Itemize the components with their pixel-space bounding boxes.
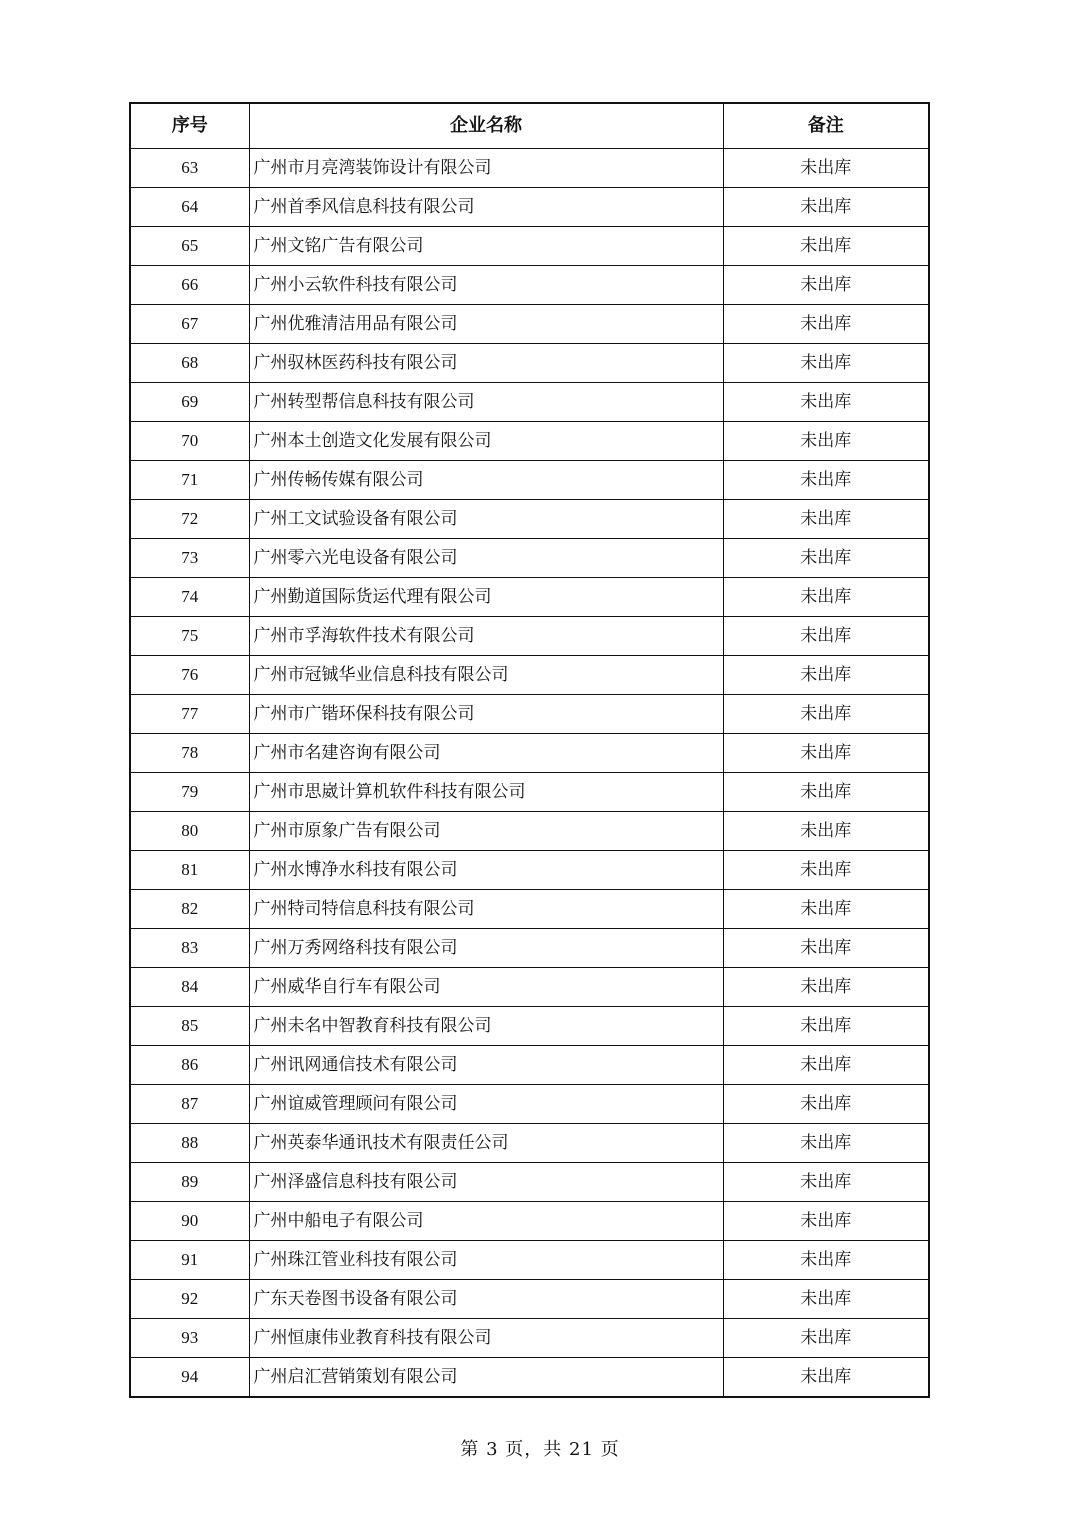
row-note: 未出库 — [723, 968, 929, 1007]
row-seq: 83 — [130, 929, 249, 968]
row-company-name: 广州英泰华通讯技术有限责任公司 — [249, 1124, 723, 1163]
row-company-name: 广州驭林医药科技有限公司 — [249, 344, 723, 383]
table-row — [130, 539, 929, 578]
row-seq: 77 — [130, 695, 249, 734]
table-row — [130, 1202, 929, 1241]
row-seq: 92 — [130, 1280, 249, 1319]
table-row — [130, 1046, 929, 1085]
row-seq: 80 — [130, 812, 249, 851]
row-note: 未出库 — [723, 1163, 929, 1202]
row-note: 未出库 — [723, 773, 929, 812]
table-row — [130, 500, 929, 539]
table-row — [130, 1319, 929, 1358]
row-company-name: 广东天卷图书设备有限公司 — [249, 1280, 723, 1319]
row-seq: 67 — [130, 305, 249, 344]
row-note: 未出库 — [723, 188, 929, 227]
header-company-name: 企业名称 — [249, 103, 723, 149]
row-seq: 87 — [130, 1085, 249, 1124]
header-seq: 序号 — [130, 103, 249, 149]
table-row — [130, 344, 929, 383]
table-row — [130, 461, 929, 500]
row-seq: 74 — [130, 578, 249, 617]
row-seq: 82 — [130, 890, 249, 929]
table-row — [130, 1358, 929, 1398]
row-note: 未出库 — [723, 1358, 929, 1398]
row-company-name: 广州市冠铖华业信息科技有限公司 — [249, 656, 723, 695]
table-row — [130, 1124, 929, 1163]
row-note: 未出库 — [723, 383, 929, 422]
row-company-name: 广州水博净水科技有限公司 — [249, 851, 723, 890]
table-row — [130, 968, 929, 1007]
row-seq: 90 — [130, 1202, 249, 1241]
row-company-name: 广州勤道国际货运代理有限公司 — [249, 578, 723, 617]
row-seq: 65 — [130, 227, 249, 266]
row-seq: 88 — [130, 1124, 249, 1163]
row-company-name: 广州优雅清洁用品有限公司 — [249, 305, 723, 344]
header-row — [130, 103, 929, 149]
row-note: 未出库 — [723, 1280, 929, 1319]
table-row — [130, 578, 929, 617]
row-company-name: 广州市思崴计算机软件科技有限公司 — [249, 773, 723, 812]
row-company-name: 广州转型帮信息科技有限公司 — [249, 383, 723, 422]
row-seq: 81 — [130, 851, 249, 890]
table-row — [130, 227, 929, 266]
row-note: 未出库 — [723, 500, 929, 539]
row-note: 未出库 — [723, 422, 929, 461]
row-seq: 79 — [130, 773, 249, 812]
row-seq: 86 — [130, 1046, 249, 1085]
row-company-name: 广州零六光电设备有限公司 — [249, 539, 723, 578]
row-company-name: 广州万秀网络科技有限公司 — [249, 929, 723, 968]
row-note: 未出库 — [723, 1085, 929, 1124]
row-company-name: 广州讯网通信技术有限公司 — [249, 1046, 723, 1085]
table-row — [130, 929, 929, 968]
table-row — [130, 812, 929, 851]
row-seq: 64 — [130, 188, 249, 227]
row-note: 未出库 — [723, 1124, 929, 1163]
row-seq: 93 — [130, 1319, 249, 1358]
row-note: 未出库 — [723, 1319, 929, 1358]
row-seq: 70 — [130, 422, 249, 461]
row-seq: 78 — [130, 734, 249, 773]
row-note: 未出库 — [723, 344, 929, 383]
row-note: 未出库 — [723, 929, 929, 968]
row-company-name: 广州谊威管理顾问有限公司 — [249, 1085, 723, 1124]
page-number-footer: 第 3 页，共 21 页 — [460, 1439, 620, 1460]
row-seq: 84 — [130, 968, 249, 1007]
row-company-name: 广州威华自行车有限公司 — [249, 968, 723, 1007]
table-row — [130, 383, 929, 422]
company-table — [129, 102, 930, 1398]
table-row — [130, 890, 929, 929]
row-seq: 68 — [130, 344, 249, 383]
row-note: 未出库 — [723, 812, 929, 851]
row-seq: 63 — [130, 149, 249, 188]
row-company-name: 广州小云软件科技有限公司 — [249, 266, 723, 305]
table-row — [130, 773, 929, 812]
row-note: 未出库 — [723, 1241, 929, 1280]
row-note: 未出库 — [723, 539, 929, 578]
table-row — [130, 188, 929, 227]
row-seq: 72 — [130, 500, 249, 539]
table-row — [130, 1007, 929, 1046]
table-row — [130, 149, 929, 188]
row-company-name: 广州珠江管业科技有限公司 — [249, 1241, 723, 1280]
table-row — [130, 1085, 929, 1124]
row-company-name: 广州本土创造文化发展有限公司 — [249, 422, 723, 461]
row-note: 未出库 — [723, 266, 929, 305]
table-row — [130, 851, 929, 890]
row-seq: 69 — [130, 383, 249, 422]
row-company-name: 广州特司特信息科技有限公司 — [249, 890, 723, 929]
row-note: 未出库 — [723, 851, 929, 890]
row-seq: 91 — [130, 1241, 249, 1280]
row-note: 未出库 — [723, 695, 929, 734]
table-row — [130, 695, 929, 734]
table-row — [130, 617, 929, 656]
row-note: 未出库 — [723, 617, 929, 656]
row-company-name: 广州市孚海软件技术有限公司 — [249, 617, 723, 656]
table-row — [130, 422, 929, 461]
row-company-name: 广州未名中智教育科技有限公司 — [249, 1007, 723, 1046]
table-row — [130, 305, 929, 344]
row-note: 未出库 — [723, 149, 929, 188]
row-note: 未出库 — [723, 1046, 929, 1085]
row-company-name: 广州传畅传媒有限公司 — [249, 461, 723, 500]
row-seq: 75 — [130, 617, 249, 656]
row-seq: 66 — [130, 266, 249, 305]
row-note: 未出库 — [723, 461, 929, 500]
row-seq: 71 — [130, 461, 249, 500]
row-note: 未出库 — [723, 656, 929, 695]
row-seq: 94 — [130, 1358, 249, 1398]
row-note: 未出库 — [723, 890, 929, 929]
row-company-name: 广州工文试验设备有限公司 — [249, 500, 723, 539]
row-company-name: 广州泽盛信息科技有限公司 — [249, 1163, 723, 1202]
table-header — [130, 103, 929, 149]
row-company-name: 广州市名建咨询有限公司 — [249, 734, 723, 773]
row-note: 未出库 — [723, 734, 929, 773]
row-note: 未出库 — [723, 1007, 929, 1046]
row-company-name: 广州启汇营销策划有限公司 — [249, 1358, 723, 1398]
table-row — [130, 1241, 929, 1280]
row-company-name: 广州恒康伟业教育科技有限公司 — [249, 1319, 723, 1358]
row-note: 未出库 — [723, 1202, 929, 1241]
row-note: 未出库 — [723, 305, 929, 344]
header-note: 备注 — [723, 103, 929, 149]
row-company-name: 广州文铭广告有限公司 — [249, 227, 723, 266]
row-company-name: 广州市月亮湾装饰设计有限公司 — [249, 149, 723, 188]
row-note: 未出库 — [723, 578, 929, 617]
row-company-name: 广州市广锴环保科技有限公司 — [249, 695, 723, 734]
table-row — [130, 656, 929, 695]
row-seq: 73 — [130, 539, 249, 578]
row-note: 未出库 — [723, 227, 929, 266]
table-body — [130, 149, 929, 1398]
table-row — [130, 734, 929, 773]
table-row — [130, 266, 929, 305]
row-seq: 85 — [130, 1007, 249, 1046]
row-company-name: 广州首季风信息科技有限公司 — [249, 188, 723, 227]
row-seq: 76 — [130, 656, 249, 695]
row-company-name: 广州中船电子有限公司 — [249, 1202, 723, 1241]
table-row — [130, 1163, 929, 1202]
row-company-name: 广州市原象广告有限公司 — [249, 812, 723, 851]
row-seq: 89 — [130, 1163, 249, 1202]
table-row — [130, 1280, 929, 1319]
